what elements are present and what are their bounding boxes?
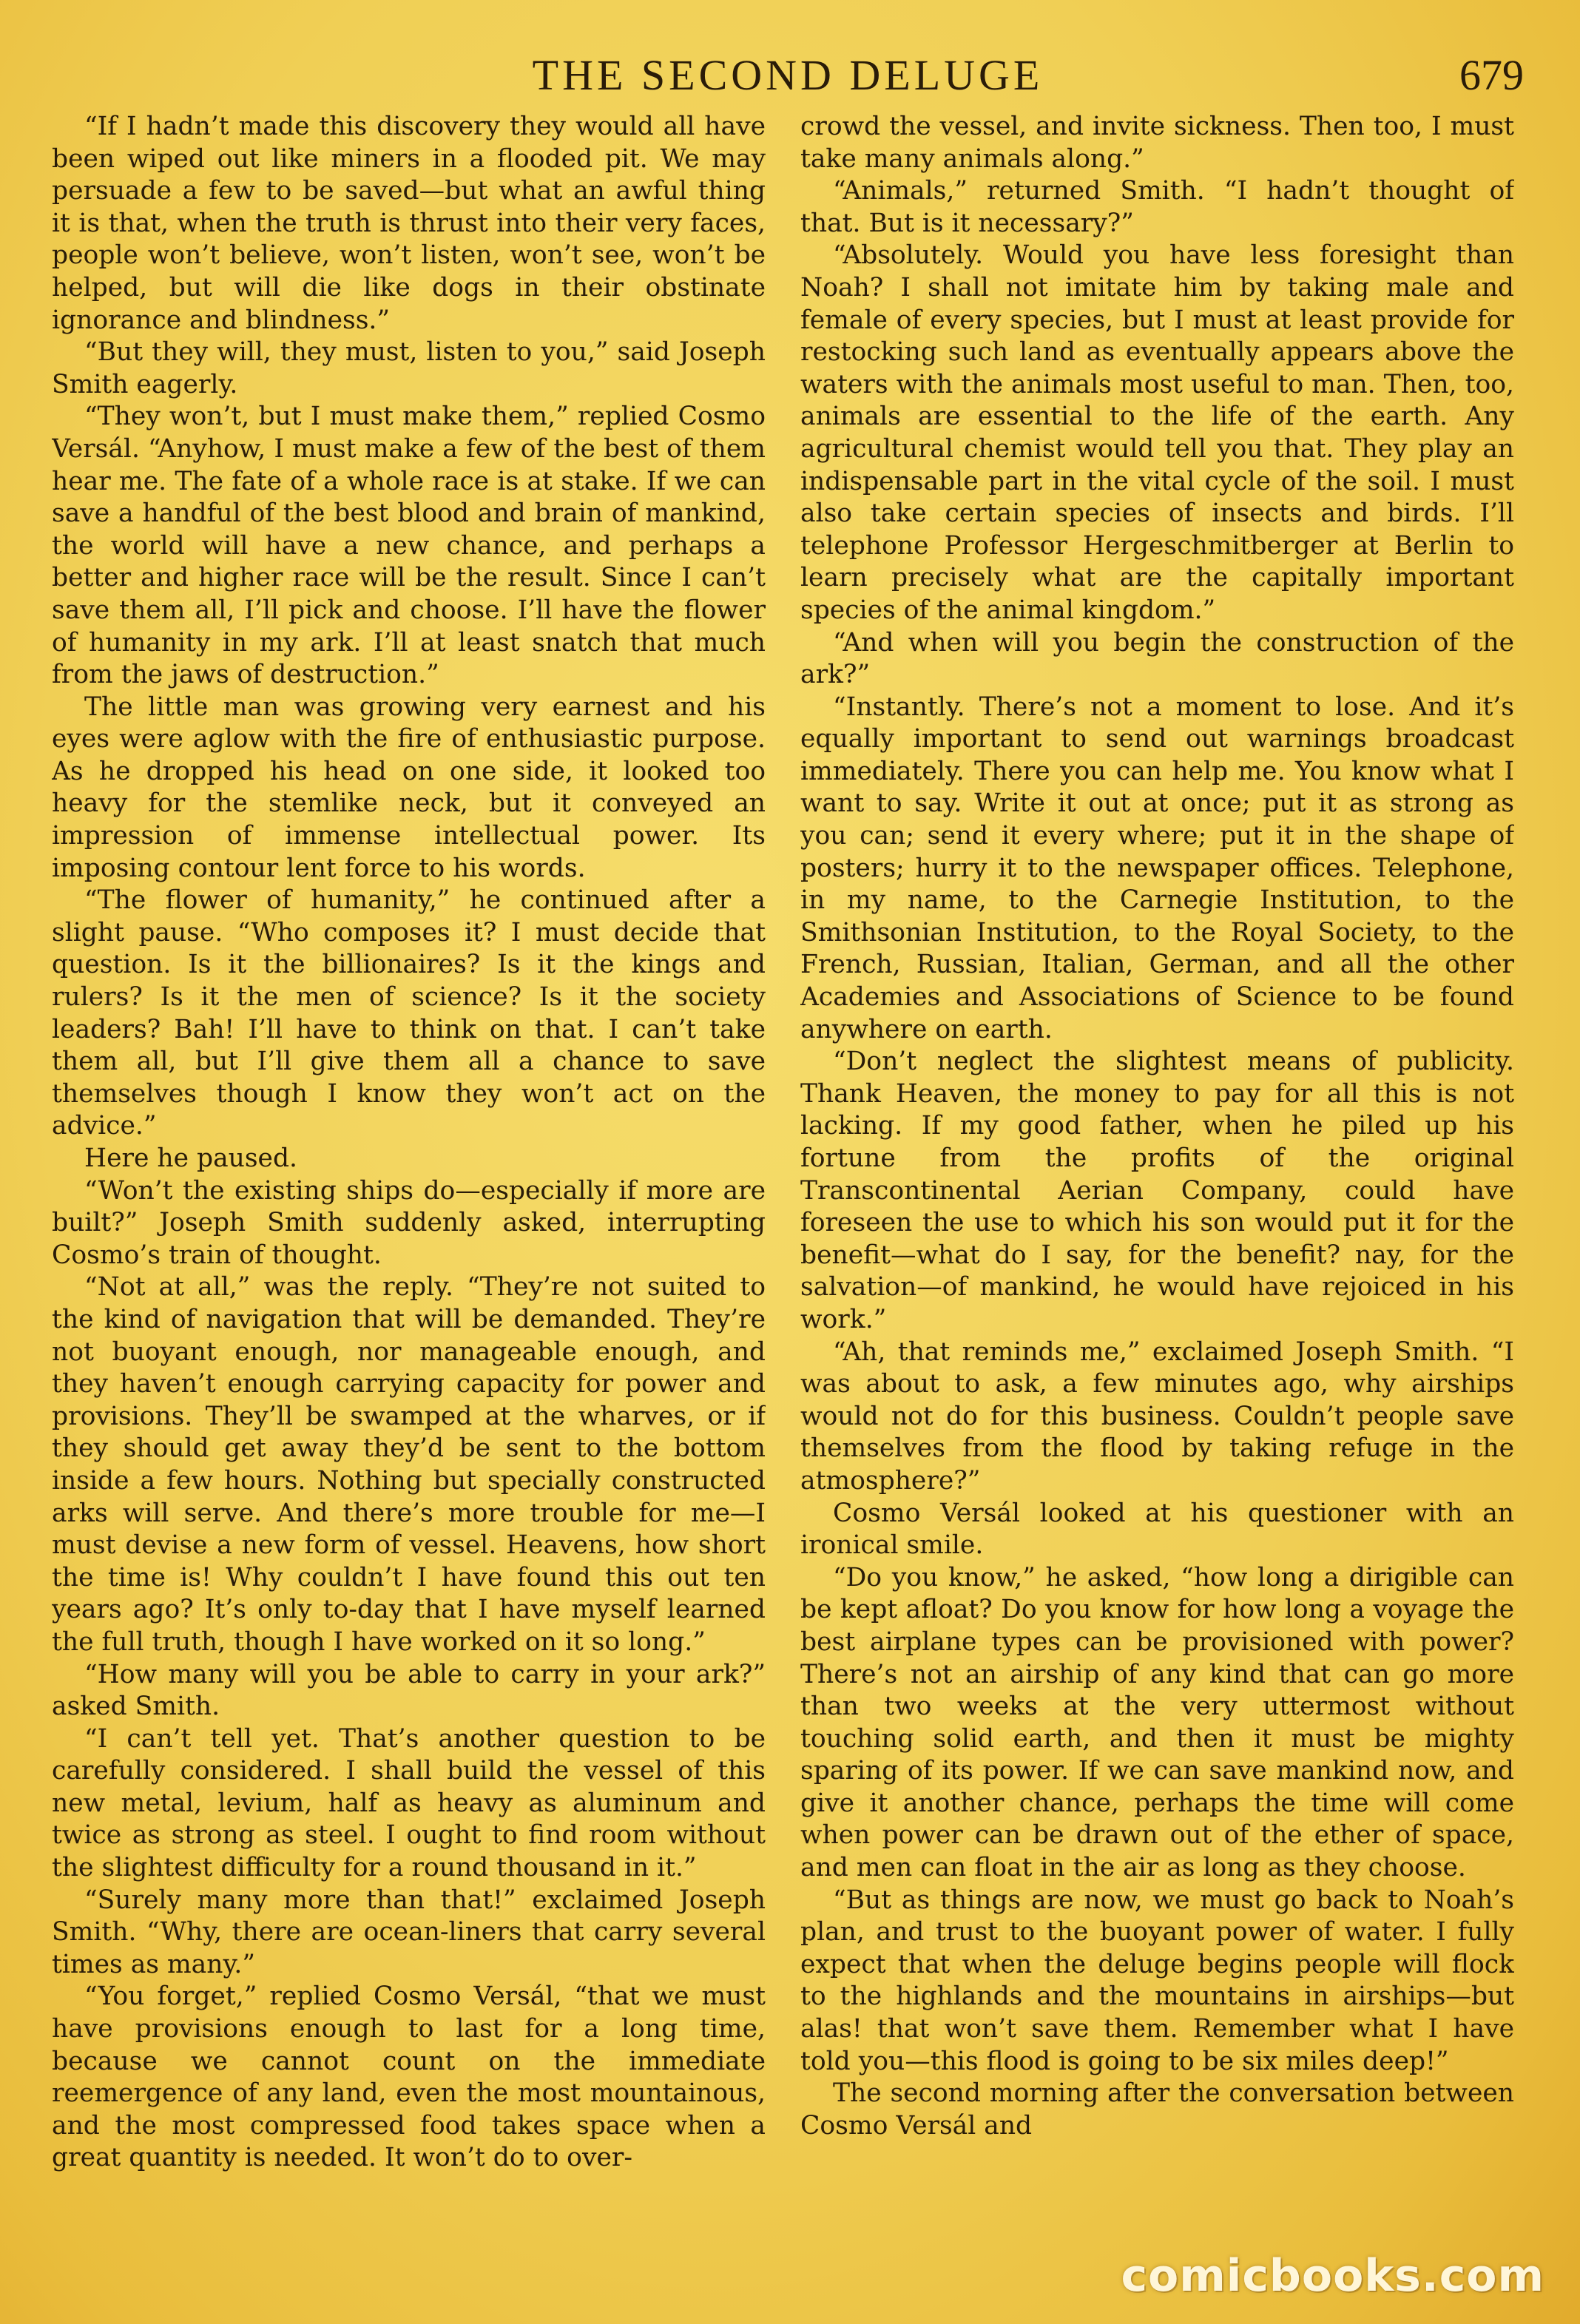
paragraph: “I can’t tell yet. That’s another question to be carefully considered. I shall build the vessel of this new metal, levium, half as heavy as aluminum and twice as strong as steel. I ought to find room without the slightest difficulty for a round thousand in it.” bbox=[52, 1723, 766, 1883]
paragraph: The second morning after the conversation between Cosmo Versál and bbox=[800, 2078, 1514, 2141]
paragraph: “The flower of humanity,” he continued after a slight pause. “Who composes it? I must decide that question. Is it the billionaires? Is it the kings and rulers? Is it the men of science? Is it the society leaders? Bah! I’ll have to think on that. I can’t take them all, but I’ll give them all a chance to save themselves though I know they won’t act on the advice.” bbox=[52, 885, 766, 1141]
paragraph: “You forget,” replied Cosmo Versál, “that we must have provisions enough to last for a long time, because we cannot count on the immediate reemergence of any land, even the most mountainous, and the most compressed food takes space when a great quantity is needed. It won’t do to over- bbox=[52, 1982, 766, 2173]
paragraph: “Won’t the existing ships do—especially if more are built?” Joseph Smith suddenly asked, interrupting Cosmo’s train of thought. bbox=[52, 1175, 766, 1270]
paragraph: “Absolutely. Would you have less foresight than Noah? I shall not imitate him by taking male and female of every species, but I must at least provide for restocking such land as eventually appears above the waters with the animals most useful to man. Then, too, animals are essential to the life of the earth. Any agricultural chemist would tell you that. They play an indispensable part in the vital cycle of the soil. I must also take certain species of insects and birds. I’ll telephone Professor Hergeschmitberger at Berlin to learn precisely what are the capitally important species of the animal kingdom.” bbox=[800, 240, 1514, 625]
watermark: comicbooks.com bbox=[1121, 2250, 1544, 2302]
paragraph: “Surely many more than that!” exclaimed Joseph Smith. “Why, there are ocean-liners that carry several times as many.” bbox=[52, 1885, 766, 1979]
paragraph: “They won’t, but I must make them,” replied Cosmo Versál. “Anyhow, I must make a few of the best of them hear me. The fate of a whole race is at stake. If we can save a handful of the best blood and brain of mankind, the world will have a new chance, and perhaps a better and higher race will be the result. Since I can’t save them all, I’ll pick and choose. I’ll have the flower of humanity in my ark. I’ll at least snatch that much from the jaws of destruction.” bbox=[52, 402, 766, 690]
paragraph: Here he paused. bbox=[84, 1144, 298, 1173]
paragraph: “But as things are now, we must go back to Noah’s plan, and trust to the buoyant power of water. I fully expect that when the deluge begins people will flock to the highlands and the mountains in airships—but alas! that won’t save them. Remember what I have told you—this flood is going to be six miles deep!” bbox=[800, 1885, 1514, 2076]
paragraph: “Ah, that reminds me,” exclaimed Joseph Smith. “I was about to ask, a few minutes ago, why airships would not do for this business. Couldn’t people save themselves from the flood by taking refuge in the atmosphere?” bbox=[800, 1337, 1514, 1496]
paragraph: “Not at all,” was the reply. “They’re not suited to the kind of navigation that will be demanded. They’re not buoyant enough, nor manageable enough, and they haven’t enough carrying capacity for power and provisions. They’ll be swamped at the wharves, or if they should get away they’d be sent to the bottom inside a few hours. Nothing but specially constructed arks will serve. And there’s more trouble for me—I must devise a new form of vessel. Heavens, how short the time is! Why couldn’t I have found this out ten years ago? It’s only to-day that I have myself learned the full truth, though I have worked on it so long.” bbox=[52, 1272, 766, 1657]
paragraph: “Instantly. There’s not a moment to lose. And it’s equally important to send out warnings broadcast immediately. There you can help me. You know what I want to say. Write it out at once; put it as strong as you can; send it every where; put it in the shape of posters; hurry it to the newspaper offices. Telephone, in my name, to the Carnegie Institution, to the Smithsonian Institution, to the Royal Society, to the French, Russian, Italian, German, and all the other Academies and Associations of Science to be found anywhere on earth. bbox=[800, 692, 1514, 1044]
paragraph: “If I hadn’t made this discovery they would all have been wiped out like miners in a flooded pit. We may persuade a few to be saved—but what an awful thing it is that, when the truth is thrust into their very faces, people won’t believe, won’t listen, won’t see, won’t be helped, but will die like dogs in their obstinate ignorance and blindness.” bbox=[52, 112, 766, 335]
paragraph: “How many will you be able to carry in your ark?” asked Smith. bbox=[52, 1659, 766, 1722]
page-header bbox=[52, 46, 1524, 105]
paragraph: The little man was growing very earnest and his eyes were aglow with the fire of enthusiastic purpose. As he dropped his head on one side, it looked too heavy for the stemlike neck, but it conveyed an impression of immense intellectual power. Its imposing contour lent force to his words. bbox=[52, 692, 766, 883]
running-title: THE SECOND DELUGE bbox=[532, 51, 1044, 99]
paragraph: “Do you know,” he asked, “how long a dirigible can be kept afloat? Do you know for how long a voyage the best airplane types can be provisioned with power? There’s not an airship of any kind that can go more than two weeks at the very uttermost without touching solid earth, and then it must be mighty sparing of its power. If we can save mankind now, and give it another chance, perhaps the time will come when power can be drawn out of the ether of space, and men can float in the air as long as they choose. bbox=[800, 1562, 1514, 1883]
paragraph: “Don’t neglect the slightest means of publicity. Thank Heaven, the money to pay for all this is not lacking. If my good father, when he piled up his fortune from the profits of the original Transcontinental Aerian Company, could have foreseen the use to which his son would put it for the benefit—what do I say, for the benefit? nay, for the salvation—of mankind, he would have rejoiced in his work.” bbox=[800, 1047, 1514, 1334]
paragraph: “And when will you begin the construction of the ark?” bbox=[800, 627, 1514, 690]
paragraph: “Animals,” returned Smith. “I hadn’t thought of that. But is it necessary?” bbox=[800, 176, 1514, 238]
paragraph: “But they will, they must, listen to you,” said Joseph Smith eagerly. bbox=[52, 337, 766, 399]
page-number: 679 bbox=[1459, 51, 1524, 99]
paragraph-continuation: crowd the vessel, and invite sickness. Then too, I must take many animals along.” bbox=[800, 112, 1514, 174]
paragraph: Cosmo Versál looked at his questioner with an ironical smile. bbox=[800, 1498, 1514, 1561]
left-column bbox=[52, 111, 766, 2282]
right-column bbox=[800, 111, 1514, 2282]
